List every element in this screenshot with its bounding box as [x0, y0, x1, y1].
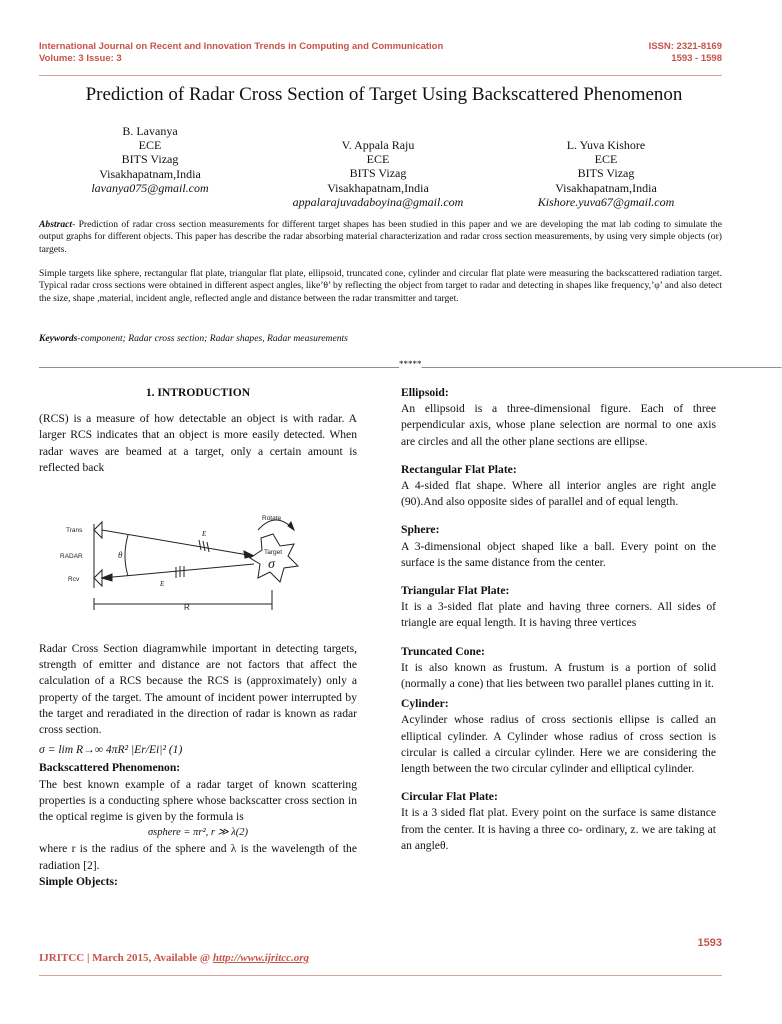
left-column-lower — [39, 641, 357, 890]
journal-volume: Volume: 3 Issue: 3 — [39, 53, 122, 64]
object-heading: Cylinder: — [401, 697, 449, 711]
object-text: It is also known as frustum. A frustum is a portion of solid (normally a cone) that lies between two parallel planes cutting in it. — [401, 660, 716, 691]
author-city: Visakhapatnam,India — [555, 180, 657, 195]
footer-text: IJRITCC | March 2015, Available @ — [39, 952, 213, 964]
rcs-equation: σ = lim R→∞ 4πR² |Er/Ei|² (1) — [39, 743, 183, 757]
object-heading: Ellipsoid: — [401, 386, 449, 399]
author-email: appalarajuvadaboyina@gmail.com — [292, 194, 464, 209]
range-label: R — [184, 603, 190, 612]
object-heading: Truncated Cone: — [401, 644, 485, 658]
wave-mark — [207, 542, 209, 552]
scattered-ray — [102, 564, 254, 578]
wave-mark — [199, 540, 201, 550]
object-text: It is a 3-sided flat plate and having three corners. All sides of triangle are equal length. It is having three vertices — [401, 600, 716, 630]
left-column — [39, 385, 357, 476]
e-scat-label: E — [160, 580, 165, 588]
author-3 — [486, 138, 726, 209]
scattered-arrow-icon — [102, 574, 112, 581]
right-column — [401, 385, 716, 854]
author-2 — [258, 138, 498, 209]
theta-arc — [125, 535, 128, 576]
object-section — [401, 385, 716, 450]
author-email: lavanya075@gmail.com — [91, 180, 209, 195]
author-1 — [30, 124, 270, 195]
object-text: Acylinder whose radius of cross sectionis ellipse is called an elliptical cylinder. A Cylinder whose radius of cross section is circular is called a circular cylinder. Here we are considering the length between the two circular cylinder and elliptical cylinder. — [401, 713, 716, 776]
object-text: It is a 3 sided flat plat. Every point on the surface is same distance from the center. It is having a three co- ordinary, z. we are taking at an angleθ. — [401, 806, 716, 852]
rcv-label: Rcv — [68, 576, 80, 583]
object-text: A 3-dimensional object shaped like a ball. Every point on the surface is the same distance from the center. — [401, 539, 716, 569]
footer-rule — [39, 975, 722, 976]
object-heading: Circular Flat Plate: — [401, 790, 498, 804]
abstract-label: Abstract — [39, 219, 73, 230]
page-number: 1593 — [697, 937, 722, 949]
object-section — [401, 462, 716, 511]
keywords-text: -component; Radar cross section; Radar shapes, Radar measurements — [77, 333, 348, 344]
author-org: BITS Vizag — [349, 166, 407, 181]
abstract — [39, 219, 722, 256]
journal-issn: ISSN: 2321-8169 — [648, 41, 722, 52]
author-name: L. Yuva Kishore — [566, 138, 646, 152]
author-dept: ECE — [594, 152, 618, 167]
journal-link[interactable]: http://www.ijritcc.org — [212, 952, 310, 964]
target-label: Target — [264, 549, 283, 556]
trans-antenna-icon — [94, 522, 102, 538]
footer — [39, 952, 309, 964]
rcs-paragraph: Radar Cross Section diagramwhile important in detecting targets, strength of emitter and distance are not factors that affect the calculation of a RCS because the RCS is (approximately) only a property of the target. The amount of incident power interrupted by the target and reradiated in the direction of radar is known as radar cross section. — [39, 642, 357, 737]
author-email: Kishore.yuva67@gmail.com — [537, 194, 675, 209]
trans-label: Trans — [66, 527, 83, 534]
object-section — [401, 522, 716, 571]
rotate-label: Rotate — [262, 515, 282, 522]
author-org: BITS Vizag — [121, 152, 179, 167]
wave-mark — [203, 541, 205, 551]
backscattered-heading: Backscattered Phenomenon: — [39, 761, 181, 775]
object-heading: Rectangular Flat Plate: — [401, 462, 517, 476]
object-section — [401, 583, 716, 632]
object-heading: Sphere: — [401, 523, 440, 537]
journal-pages: 1593 - 1598 — [671, 53, 722, 64]
sigma-label: σ — [268, 557, 275, 572]
author-dept: ECE — [138, 138, 162, 153]
section-separator: ________________________________________________________________________________*****________________________________________________________________________________ — [39, 359, 782, 369]
backscattered-paragraph: The best known example of a radar target of known scattering properties is a conducting sphere whose backscatter cross section in the optical regime is given by the formula is — [39, 777, 357, 824]
section-heading-introduction: 1. INTRODUCTION — [145, 386, 251, 399]
simple-objects-heading: Simple Objects: — [39, 874, 118, 888]
journal-name: International Journal on Recent and Innovation Trends in Computing and Communication — [39, 41, 444, 52]
abstract-para-2: Simple targets like sphere, rectangular flat plate, triangular flat plate, ellipsoid, truncated cone, cylinder and circular flat plate were measuring the backscattered radiation target. Typical radar cross sections were obtained in different aspect angles, like’θ’ by reflecting the object from target to radar and detecting in shapes like frequency,’φ’ and also detect the size, shape ,material, incident angle, reflected angle and distance between the radar transmitter and target. — [39, 268, 722, 304]
radar-label: RADAR — [60, 553, 83, 560]
author-dept: ECE — [366, 152, 390, 167]
author-name: B. Lavanya — [122, 124, 178, 138]
paper-title: Prediction of Radar Cross Section of Target Using Backscattered Phenomenon — [85, 84, 683, 105]
object-heading: Triangular Flat Plate: — [401, 584, 510, 598]
object-text: An ellipsoid is a three-dimensional figure. Each of three perpendicular axis, whose plane selection are normal to one axis are circles and all the other plane sections are ellipse. — [401, 402, 716, 448]
keywords-label: Keywords — [39, 333, 78, 344]
rotate-arrow-icon — [288, 522, 294, 530]
radar-cross-section-diagram — [58, 500, 320, 618]
theta-label: θ — [118, 550, 123, 560]
backscattered-paragraph-2: where r is the radius of the sphere and λ is the wavelength of the radiation [2]. — [39, 842, 357, 872]
e-inc-label: E — [202, 530, 207, 538]
author-city: Visakhapatnam,India — [99, 166, 201, 181]
object-text: A 4-sided flat shape. Where all interior angles are right angle (90).And also opposite sides of parallel and of equal length. — [401, 479, 716, 509]
object-section — [401, 644, 716, 693]
keywords — [39, 333, 722, 345]
author-name: V. Appala Raju — [341, 138, 415, 152]
object-section — [401, 696, 716, 777]
object-section — [401, 789, 716, 854]
header-rule — [39, 75, 722, 76]
separator-stars: ***** — [399, 359, 422, 369]
intro-paragraph: (RCS) is a measure of how detectable an object is with radar. A larger RCS indicates that an object is more easily detected. When radar waves are beamed at a target, only a certain amount is reflected back — [39, 412, 357, 474]
author-city: Visakhapatnam,India — [327, 180, 429, 195]
author-org: BITS Vizag — [577, 166, 635, 181]
sphere-formula: σsphere = πr², r ≫ λ(2) — [148, 827, 248, 839]
abstract-text: - Prediction of radar cross section measurements for different target shapes has been studied in this paper and we are developing the mat lab coding to simulate the output graphs for different objects. This paper has describe the radar absorbing material characterization and radar cross section measurements, by using very simple objects (or) targets. — [39, 219, 722, 255]
